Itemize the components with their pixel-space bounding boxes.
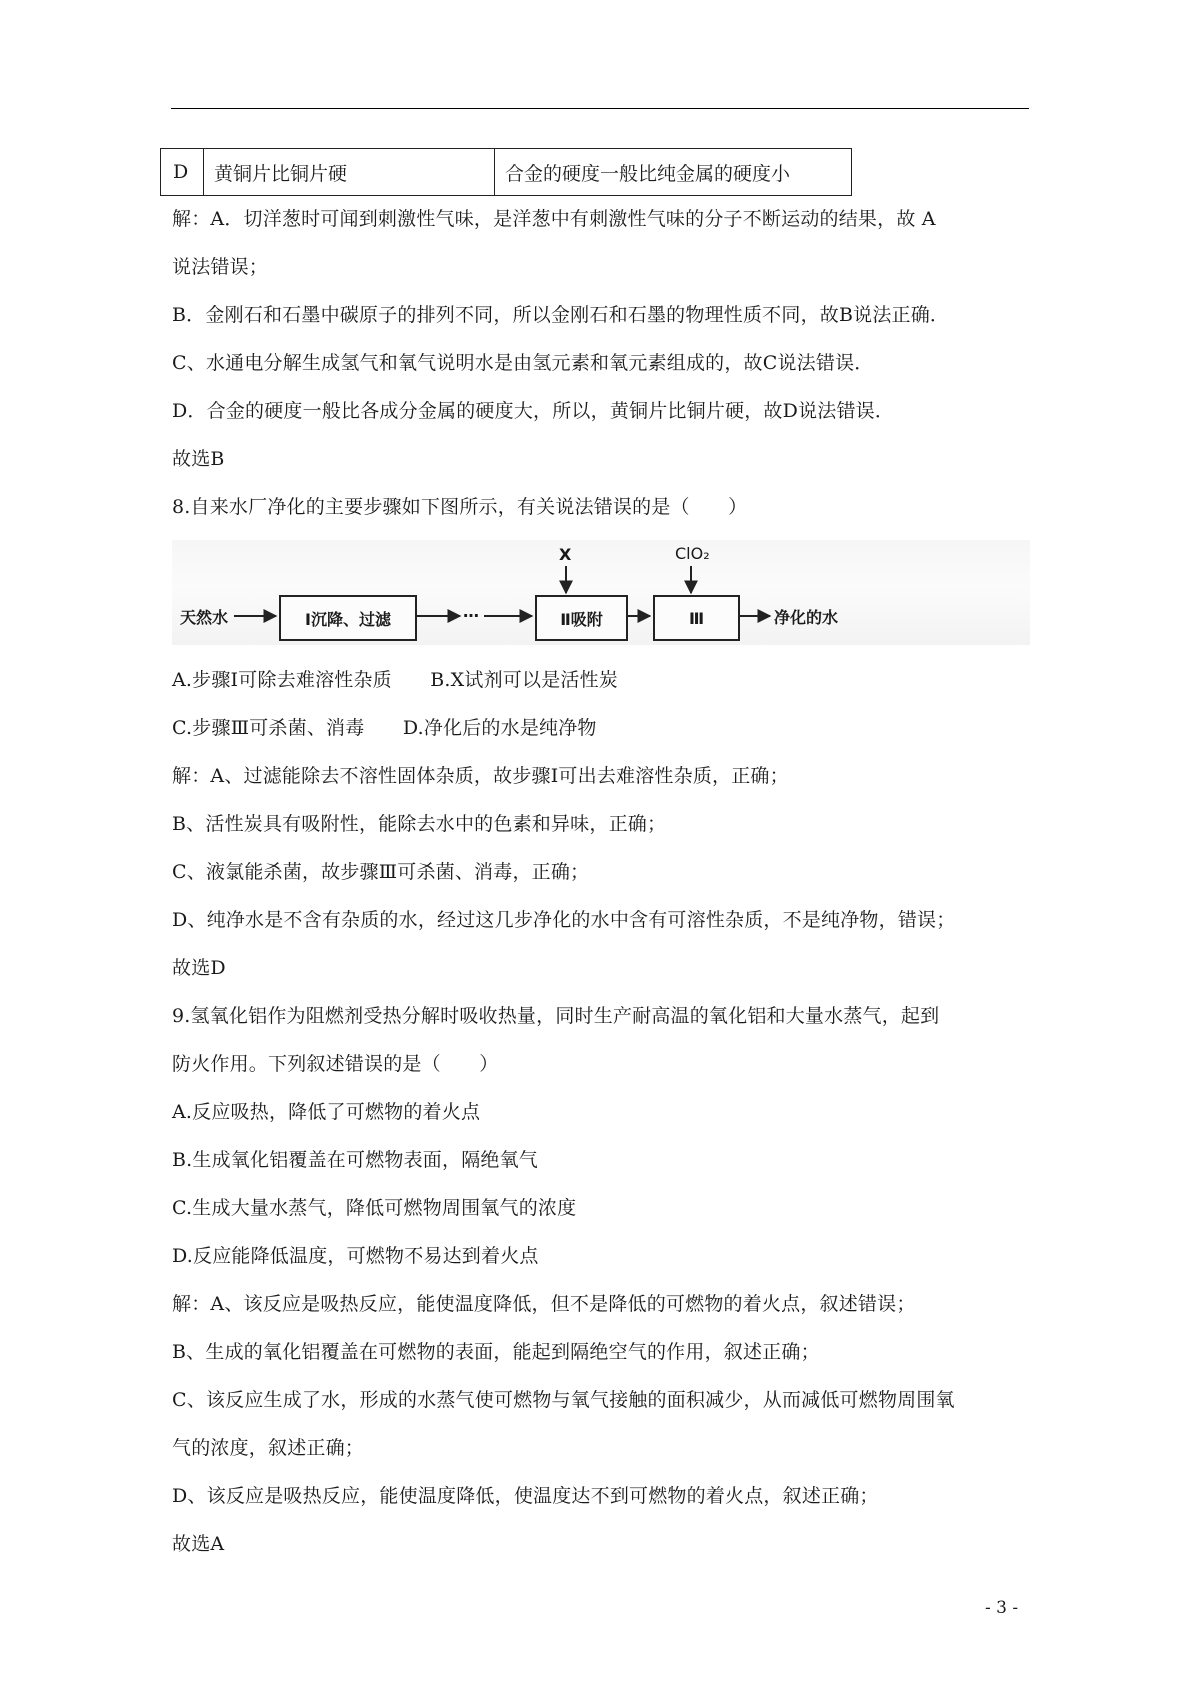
q8-options-row1: A.步骤Ⅰ可除去难溶性杂质 B.X试剂可以是活性炭: [172, 669, 618, 691]
reagent-clo2-label: ClO₂: [675, 544, 710, 563]
page-number: - 3 -: [985, 1598, 1019, 1618]
reagent-x-label: X: [559, 545, 572, 564]
q8-answer: 故选D: [172, 957, 226, 979]
q7-solution-b: B．金刚石和石墨中碳原子的排列不同，所以金刚石和石墨的物理性质不同，故B说法正确．: [172, 304, 950, 326]
q9-stem-line1: 9.氢氧化铝作为阻燃剂受热分解时吸收热量，同时生产耐高温的氧化铝和大量水蒸气，起到: [172, 1005, 940, 1027]
q7-solution-c: C、水通电分解生成氢气和氧气说明水是由氢元素和氧元素组成的，故C说法错误．: [172, 352, 874, 374]
input-label: 天然水: [180, 608, 229, 627]
table-row: [161, 149, 852, 196]
q9-stem-line2: 防火作用。下列叙述错误的是（ ）: [172, 1053, 499, 1075]
q8-solution-a: 解：A、过滤能除去不溶性固体杂质，故步骤Ⅰ可出去难溶性杂质，正确；: [172, 765, 789, 787]
q9-solution-c-line2: 气的浓度，叙述正确；: [172, 1437, 365, 1459]
q8-solution-b: B、活性炭具有吸附性，能除去水中的色素和异味，正确；: [172, 813, 667, 835]
table-cell-option: D: [161, 149, 204, 196]
step2-box: Ⅱ吸附: [535, 595, 628, 641]
q9-option-b: B.生成氧化铝覆盖在可燃物表面，隔绝氧气: [172, 1149, 539, 1171]
table-cell-explanation: 合金的硬度一般比纯金属的硬度小: [495, 149, 852, 196]
q9-option-c: C.生成大量水蒸气，降低可燃物周围氧气的浓度: [172, 1197, 577, 1219]
q8-stem: 8.自来水厂净化的主要步骤如下图所示，有关说法错误的是（ ）: [172, 496, 748, 518]
q9-solution-a: 解：A、该反应是吸热反应，能使温度降低，但不是降低的可燃物的着火点，叙述错误；: [172, 1293, 916, 1315]
q8-solution-c: C、液氯能杀菌，故步骤Ⅲ可杀菌、消毒，正确；: [172, 861, 590, 883]
q9-solution-c-line1: C、该反应生成了水，形成的水蒸气使可燃物与氧气接触的面积减少，从而减低可燃物周围氧: [172, 1389, 955, 1411]
q9-option-a: A.反应吸热，降低了可燃物的着火点: [172, 1101, 481, 1123]
q9-solution-b: B、生成的氧化铝覆盖在可燃物的表面，能起到隔绝空气的作用，叙述正确；: [172, 1341, 820, 1363]
header-rule: [171, 108, 1029, 109]
output-label: 净化的水: [774, 608, 839, 627]
q9-solution-d: D、该反应是吸热反应，能使温度降低，使温度达不到可燃物的着火点，叙述正确；: [172, 1485, 879, 1507]
table-cell-fact: 黄铜片比铜片硬: [204, 149, 495, 196]
q7-solution-d: D．合金的硬度一般比各成分金属的硬度大，所以，黄铜片比铜片硬，故D说法错误．: [172, 400, 895, 422]
step1-box: Ⅰ沉降、过滤: [279, 595, 417, 641]
purification-flow-diagram: [172, 540, 1030, 645]
q8-solution-d: D、纯净水是不含有杂质的水，经过这几步净化的水中含有可溶性杂质，不是纯净物，错误；: [172, 909, 956, 931]
q7-answer: 故选B: [172, 448, 225, 470]
q7-solution-a-line1: 解：A．切洋葱时可闻到刺激性气味，是洋葱中有刺激性气味的分子不断运动的结果，故 A: [172, 208, 936, 230]
q9-option-d: D.反应能降低温度，可燃物不易达到着火点: [172, 1245, 539, 1267]
ellipsis: …: [463, 602, 479, 621]
answer-table-row: [160, 148, 852, 196]
step3-box: Ⅲ: [653, 595, 740, 641]
q8-options-row2: C.步骤Ⅲ可杀菌、消毒 D.净化后的水是纯净物: [172, 717, 597, 739]
q7-solution-a-line2: 说法错误；: [172, 256, 269, 278]
q9-answer: 故选A: [172, 1533, 225, 1555]
